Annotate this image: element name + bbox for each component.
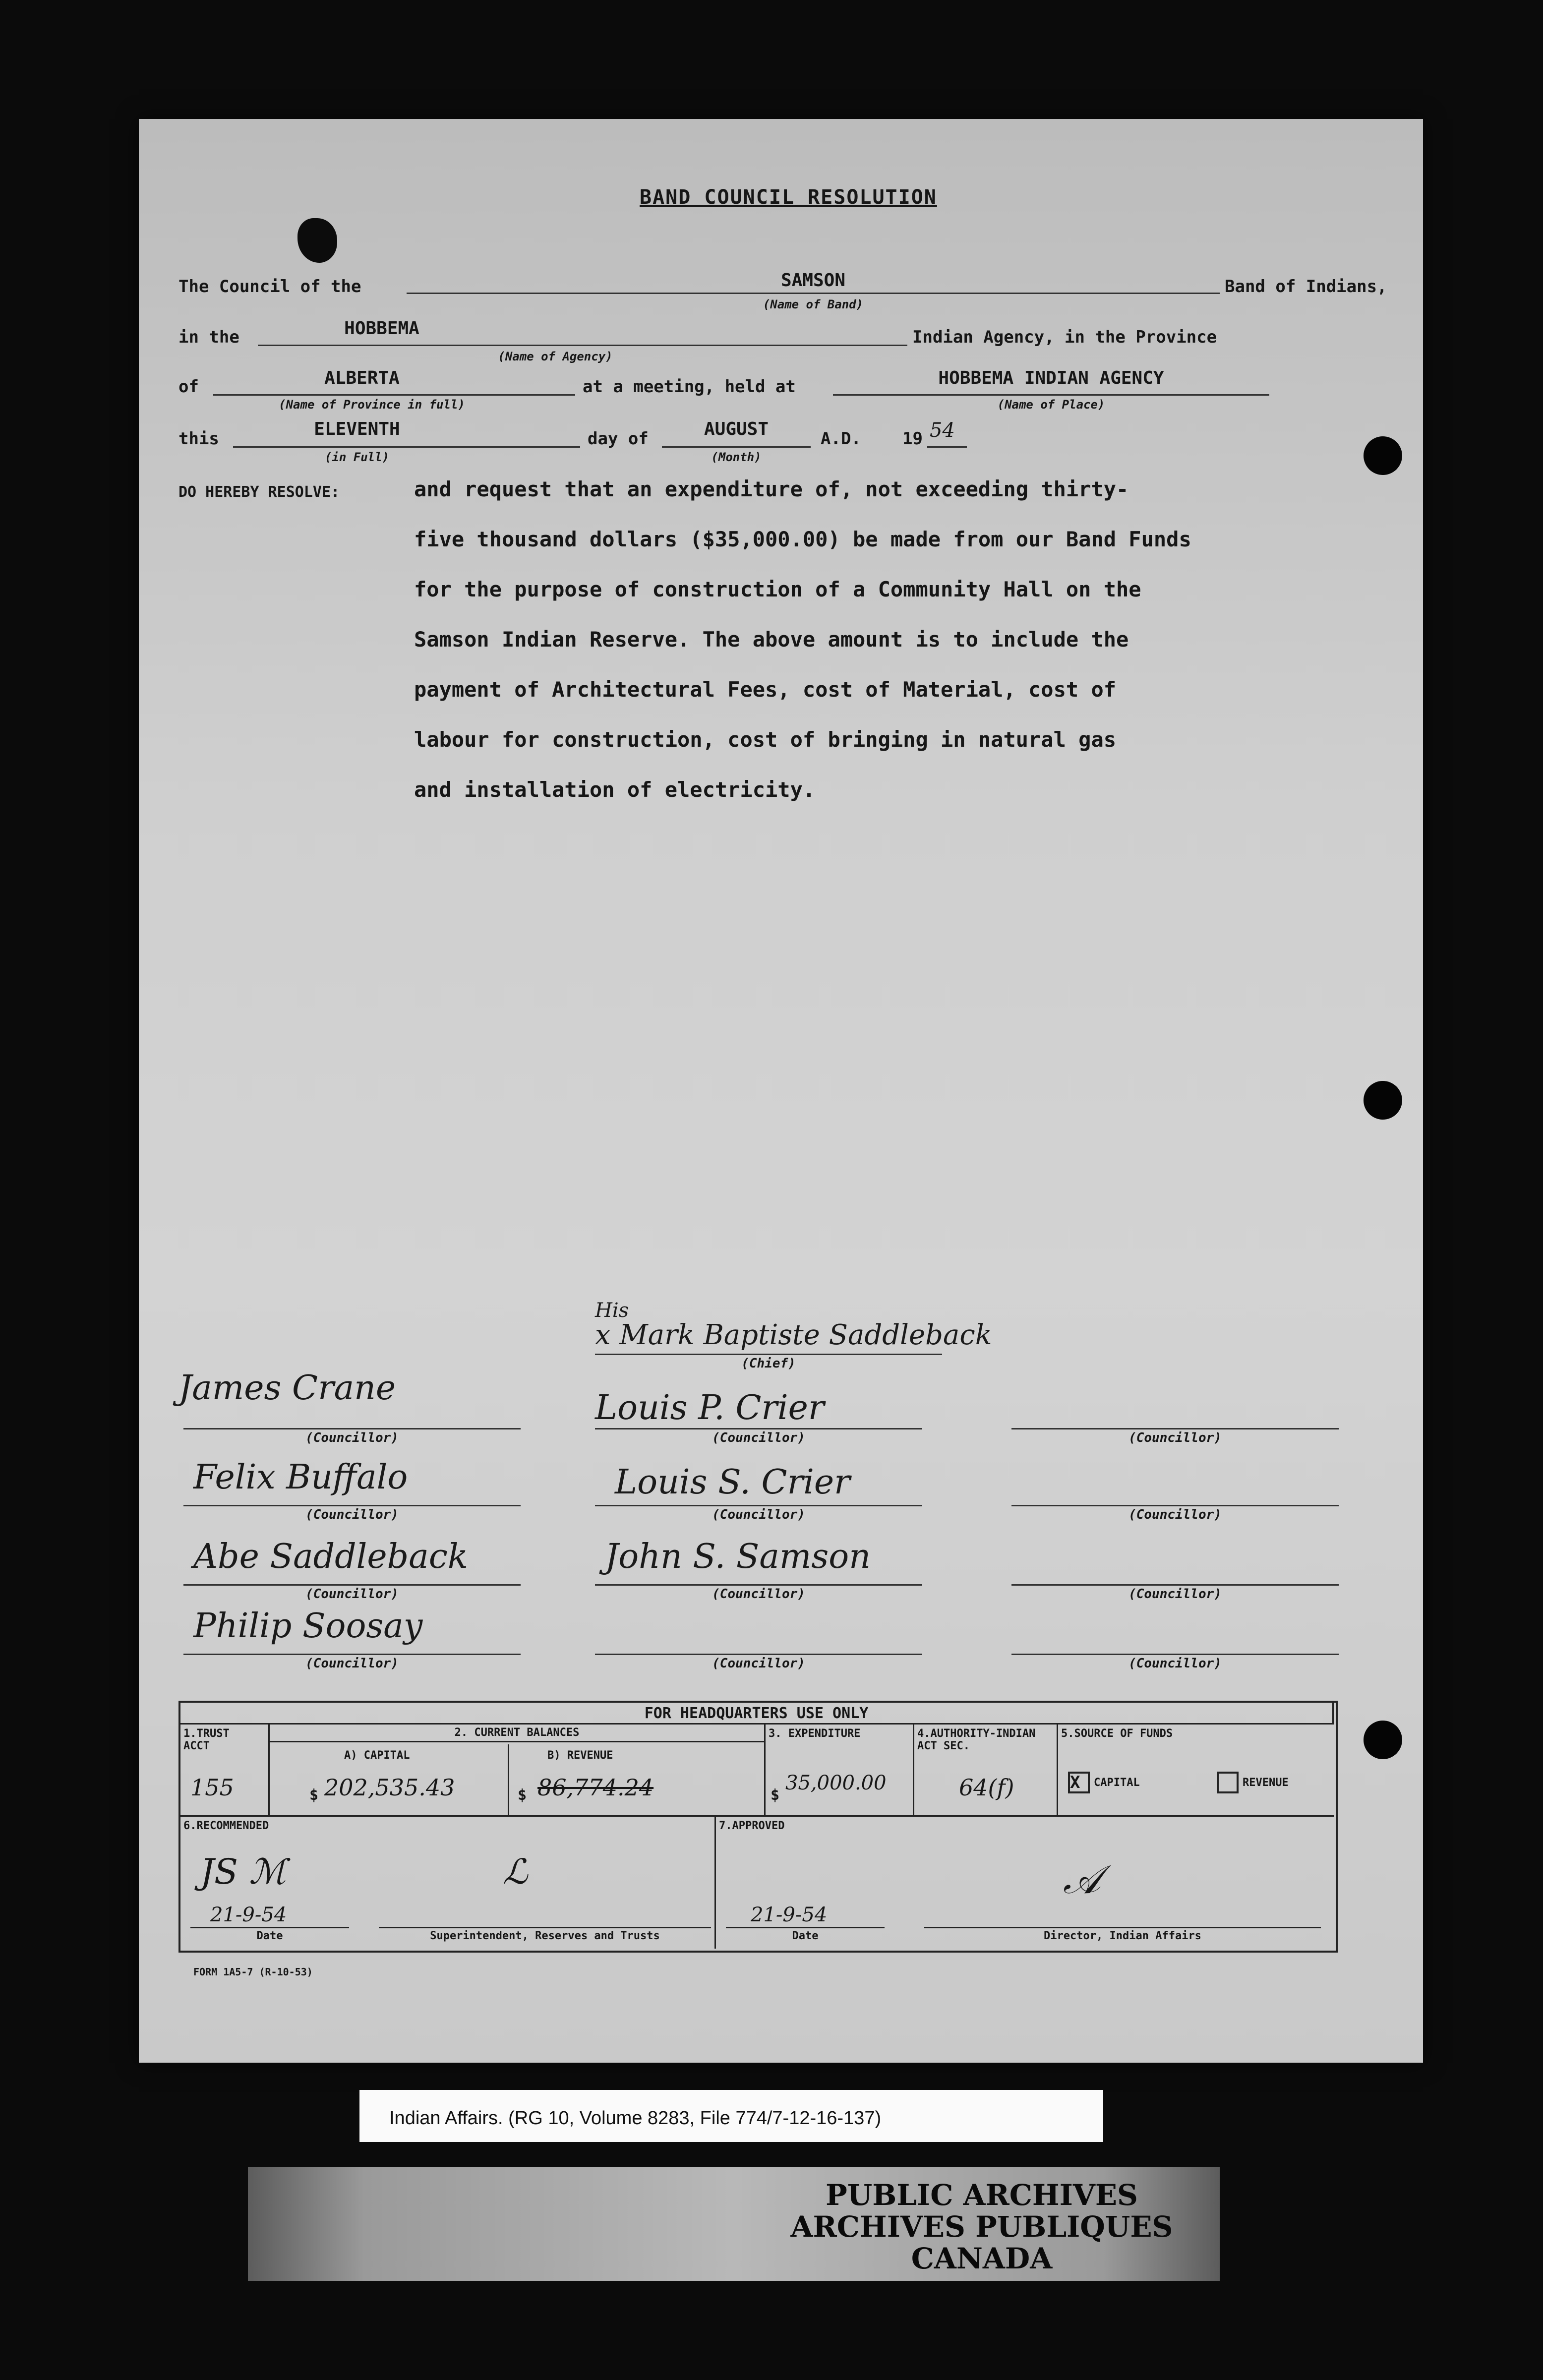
day-caption: (in Full) xyxy=(324,450,390,464)
agency-caption: (Name of Agency) xyxy=(498,350,613,363)
councillor-label: (Councillor) xyxy=(712,1430,805,1445)
authority-cell xyxy=(914,1725,1058,1817)
councillor-label: (Councillor) xyxy=(305,1587,399,1602)
approved-date-underline xyxy=(726,1927,885,1928)
capital-value: 202,535.43 xyxy=(324,1774,455,1801)
form-number: FORM 1A5-7 (R-10-53) xyxy=(193,1966,313,1978)
line3-middle: at a meeting, held at xyxy=(583,377,796,397)
councillor-signature: Louis P. Crier xyxy=(595,1388,825,1428)
province-underline xyxy=(213,394,575,396)
archive-reference-text: Indian Affairs. (RG 10, Volume 8283, File 774/7-12-16-137) xyxy=(389,2108,882,2129)
line1-suffix: Band of Indians, xyxy=(1225,277,1387,297)
councillor-label: (Councillor) xyxy=(712,1656,805,1671)
trust-acct-cell xyxy=(180,1725,270,1817)
approved-date: 21-9-54 xyxy=(751,1904,828,1926)
date-underline xyxy=(190,1927,349,1928)
chief-mark-text: His xyxy=(595,1299,629,1322)
line2-prefix: in the xyxy=(178,327,239,347)
year-underline xyxy=(927,446,967,448)
councillor-underline xyxy=(183,1428,521,1429)
councillor-label: (Councillor) xyxy=(305,1507,399,1522)
authority-label: 4.AUTHORITY-INDIAN ACT SEC. xyxy=(917,1727,1036,1752)
day-value: ELEVENTH xyxy=(314,419,400,439)
province-name: ALBERTA xyxy=(324,368,400,388)
capital-checkbox[interactable] xyxy=(1068,1772,1090,1793)
line4-dayof: day of xyxy=(588,429,649,449)
revenue-label: B) REVENUE xyxy=(547,1749,613,1762)
year-prefix: 19 xyxy=(902,429,923,449)
revenue-value: 86,774.24 xyxy=(537,1774,654,1801)
councillor-label: (Councillor) xyxy=(1128,1507,1222,1522)
document-page xyxy=(139,119,1423,2063)
councillor-signature: Felix Buffalo xyxy=(193,1458,408,1497)
resolution-line: and installation of electricity. xyxy=(414,777,816,802)
councillor-underline xyxy=(183,1584,521,1586)
councillor-underline xyxy=(595,1584,922,1586)
expenditure-currency: $ xyxy=(771,1786,780,1804)
recommended-cell xyxy=(180,1817,716,1949)
source-revenue-label: REVENUE xyxy=(1243,1777,1289,1789)
councillor-underline xyxy=(595,1505,922,1506)
resolution-line: Samson Indian Reserve. The above amount is to include the xyxy=(414,627,1129,652)
headquarters-box xyxy=(178,1701,1338,1953)
hq-header: FOR HEADQUARTERS USE ONLY xyxy=(644,1705,869,1722)
balances-label: 2. CURRENT BALANCES xyxy=(270,1725,764,1742)
expenditure-cell xyxy=(766,1725,914,1817)
archive-stamp-bar xyxy=(248,2167,1220,2281)
recommended-date: 21-9-54 xyxy=(210,1904,287,1926)
councillor-underline xyxy=(1011,1584,1339,1586)
punch-hole xyxy=(1364,1721,1402,1759)
ink-blot xyxy=(297,218,337,263)
councillor-underline xyxy=(595,1428,922,1429)
superintendent-underline xyxy=(379,1927,711,1928)
stamp-line-3: CANADA xyxy=(911,2242,1053,2275)
councillor-signature: Louis S. Crier xyxy=(615,1463,850,1502)
place-name: HOBBEMA INDIAN AGENCY xyxy=(938,368,1164,388)
councillor-label: (Councillor) xyxy=(305,1656,399,1671)
form-title: BAND COUNCIL RESOLUTION xyxy=(640,186,937,209)
day-underline xyxy=(233,446,580,448)
trust-acct-value: 155 xyxy=(190,1774,234,1801)
expenditure-label: 3. EXPENDITURE xyxy=(769,1727,861,1740)
month-caption: (Month) xyxy=(711,450,762,464)
resolve-label: DO HEREBY RESOLVE: xyxy=(178,483,340,501)
chief-signature: x Mark Baptiste Saddleback xyxy=(595,1319,992,1351)
line4-prefix: this xyxy=(178,429,219,449)
balances-cell xyxy=(270,1725,766,1817)
band-name: SAMSON xyxy=(780,270,846,291)
hq-header-cell xyxy=(180,1703,1334,1725)
capital-label: A) CAPITAL xyxy=(344,1749,410,1762)
resolution-line: for the purpose of construction of a Community Hall on the xyxy=(414,577,1141,601)
approved-date-label: Date xyxy=(792,1930,819,1942)
trust-acct-label: 1.TRUST ACCT xyxy=(183,1727,230,1752)
councillor-label: (Councillor) xyxy=(1128,1656,1222,1671)
band-underline xyxy=(407,293,1220,294)
resolution-line: labour for construction, cost of bringing in natural gas xyxy=(414,727,1117,752)
approved-label: 7.APPROVED xyxy=(719,1820,785,1832)
director-signature: 𝒜 xyxy=(1063,1856,1101,1903)
line2-suffix: Indian Agency, in the Province xyxy=(912,327,1217,347)
province-caption: (Name of Province in full) xyxy=(279,398,465,412)
stamp-line-1: PUBLIC ARCHIVES xyxy=(826,2178,1138,2212)
expenditure-value: 35,000.00 xyxy=(785,1772,887,1794)
line4-ad: A.D. xyxy=(821,429,861,449)
councillor-signature: Abe Saddleback xyxy=(193,1537,469,1576)
councillor-signature: John S. Samson xyxy=(605,1537,871,1576)
councillor-underline xyxy=(595,1654,922,1655)
capital-currency: $ xyxy=(309,1786,319,1804)
agency-name: HOBBEMA xyxy=(344,318,419,339)
councillor-underline xyxy=(1011,1428,1339,1429)
councillor-label: (Councillor) xyxy=(1128,1430,1222,1445)
year-suffix: 54 xyxy=(930,419,955,442)
recommended-initials: JS ℳ xyxy=(200,1851,287,1892)
councillor-signature: Philip Soosay xyxy=(193,1606,423,1646)
recommended-label: 6.RECOMMENDED xyxy=(183,1820,269,1832)
superintendent-label: Superintendent, Reserves and Trusts xyxy=(430,1930,660,1942)
councillor-label: (Councillor) xyxy=(712,1507,805,1522)
chief-underline xyxy=(595,1354,942,1355)
archive-stamp xyxy=(585,2179,1378,2274)
councillor-signature: James Crane xyxy=(178,1368,396,1408)
source-cell xyxy=(1058,1725,1334,1817)
capital-check-mark: X xyxy=(1070,1773,1080,1792)
place-underline xyxy=(833,394,1269,396)
councillor-underline xyxy=(1011,1654,1339,1655)
superintendent-initials: ℒ xyxy=(503,1851,528,1892)
archive-reference-label xyxy=(359,2090,1103,2142)
source-label: 5.SOURCE OF FUNDS xyxy=(1061,1727,1173,1740)
chief-label: (Chief) xyxy=(741,1356,796,1371)
councillor-label: (Councillor) xyxy=(712,1587,805,1602)
source-capital-label: CAPITAL xyxy=(1094,1777,1140,1789)
councillor-underline xyxy=(183,1505,521,1506)
recommended-date-label: Date xyxy=(256,1930,283,1942)
resolution-line: payment of Architectural Fees, cost of Material, cost of xyxy=(414,677,1117,702)
band-caption: (Name of Band) xyxy=(763,298,864,311)
punch-hole xyxy=(1364,436,1402,475)
director-underline xyxy=(924,1927,1321,1928)
stamp-line-2: ARCHIVES PUBLIQUES xyxy=(790,2210,1173,2244)
authority-value: 64(f) xyxy=(959,1774,1014,1801)
revenue-currency: $ xyxy=(518,1786,527,1804)
line1-prefix: The Council of the xyxy=(178,277,361,297)
councillor-label: (Councillor) xyxy=(1128,1587,1222,1602)
approved-cell xyxy=(716,1817,1334,1949)
revenue-checkbox[interactable] xyxy=(1217,1772,1239,1793)
month-value: AUGUST xyxy=(704,419,769,439)
balance-divider xyxy=(508,1744,509,1817)
resolution-line: and request that an expenditure of, not exceeding thirty- xyxy=(414,477,1129,501)
place-caption: (Name of Place) xyxy=(997,398,1105,412)
councillor-label: (Councillor) xyxy=(305,1430,399,1445)
director-label: Director, Indian Affairs xyxy=(1044,1930,1201,1942)
punch-hole xyxy=(1364,1081,1402,1120)
month-underline xyxy=(662,446,811,448)
councillor-underline xyxy=(1011,1505,1339,1506)
councillor-underline xyxy=(183,1654,521,1655)
agency-underline xyxy=(258,345,907,346)
line3-prefix: of xyxy=(178,377,199,397)
resolution-line: five thousand dollars ($35,000.00) be made from our Band Funds xyxy=(414,527,1191,551)
